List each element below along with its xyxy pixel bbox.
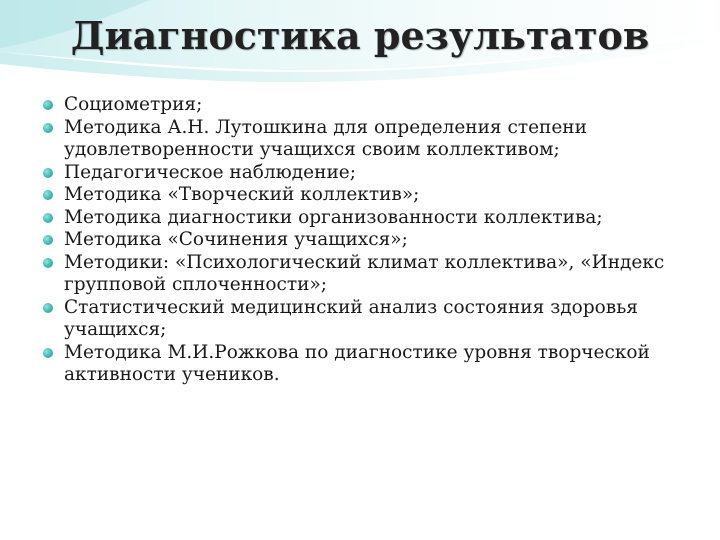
bullet-text: Социометрия;	[64, 94, 203, 115]
bullet-text: Методики: «Психологический климат коллектива», «Индекс групповой сплоченности»;	[64, 251, 665, 295]
teal-circle-bullet-icon	[43, 213, 53, 223]
bullet-list	[40, 94, 680, 387]
bullet-text: Методика диагностики организованности коллектива;	[64, 206, 603, 228]
bullet-item	[40, 207, 680, 230]
teal-circle-bullet-icon	[43, 303, 53, 313]
bullet-item	[40, 229, 680, 252]
bullet-item	[40, 297, 680, 342]
bullet-text: Педагогическое наблюдение;	[64, 161, 356, 183]
bullet-text: Методика А.Н. Лутошкина для определения степени удовлетворенности учащихся своим коллективом;	[64, 116, 587, 160]
teal-circle-bullet-icon	[43, 258, 53, 268]
teal-circle-bullet-icon	[43, 190, 53, 200]
bullet-item	[40, 117, 680, 162]
teal-circle-bullet-icon	[43, 123, 53, 133]
bullet-item	[40, 94, 680, 117]
bullet-text: Методика «Сочинения учащихся»;	[64, 229, 408, 250]
bullet-item	[40, 342, 680, 387]
teal-circle-bullet-icon	[43, 100, 53, 110]
bullet-text: Методика «Творческий коллектив»;	[64, 184, 420, 205]
bullet-item	[40, 252, 680, 297]
bullet-item	[40, 184, 680, 207]
teal-circle-bullet-icon	[43, 168, 53, 178]
bullet-item	[40, 162, 680, 185]
teal-circle-bullet-icon	[43, 235, 53, 245]
slide-title: Диагностика результатов	[70, 13, 650, 58]
teal-circle-bullet-icon	[43, 348, 53, 358]
bullet-text: Статистический медицинский анализ состояния здоровья учащихся;	[64, 296, 638, 340]
bullet-text: Методика М.И.Рожкова по диагностике уровня творческой активности учеников.	[64, 341, 650, 385]
